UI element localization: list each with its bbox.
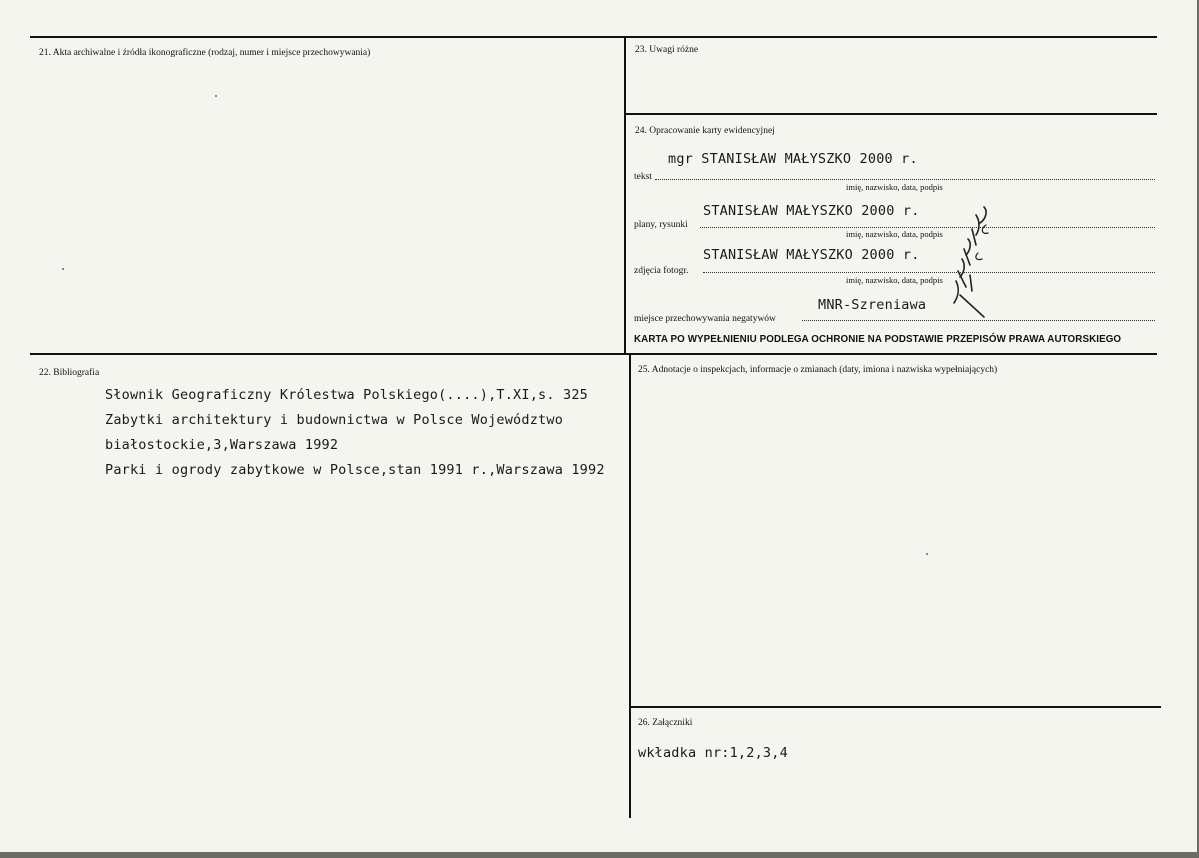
- signature-scribble: [950, 205, 994, 321]
- zdjecia-caption: imię, nazwisko, data, podpis: [846, 275, 943, 285]
- negatywy-value: MNR-Szreniawa: [818, 297, 927, 313]
- tekst-caption: imię, nazwisko, data, podpis: [846, 182, 943, 192]
- plany-caption: imię, nazwisko, data, podpis: [846, 229, 943, 239]
- plany-value: STANISŁAW MAŁYSZKO 2000 r.: [703, 203, 920, 219]
- section-24-label: 24. Opracowanie karty ewidencyjnej: [635, 126, 775, 136]
- section-26-label: 26. Załączniki: [638, 718, 693, 728]
- s25-bottom-line: [630, 706, 1161, 708]
- column-divider-upper: [624, 36, 626, 354]
- middle-divider-line: [30, 353, 1157, 355]
- plany-dotted-line: [700, 227, 1155, 228]
- section-23-label: 23. Uwagi różne: [635, 45, 699, 55]
- zdjecia-dotted-line: [703, 272, 1155, 273]
- zdjecia-label: zdjęcia fotogr.: [634, 266, 689, 276]
- bibliography-line: Słownik Geograficzny Królestwa Polskiego(....),T.XI,s. 325: [105, 387, 589, 403]
- tekst-dotted-line: [655, 179, 1155, 180]
- bibliography-line: Zabytki architektury i budownictwa w Polsce Województwo: [105, 412, 564, 428]
- attachments-value: wkładka nr:1,2,3,4: [638, 745, 788, 761]
- copyright-notice: KARTA PO WYPEŁNIENIU PODLEGA OCHRONIE NA PODSTAWIE PRZEPISÓW PRAWA AUTORSKIEGO: [634, 334, 1122, 345]
- scan-speck: [215, 95, 217, 97]
- scan-speck: [926, 553, 928, 555]
- section-21-label: 21. Akta archiwalne i źródła ikonograficzne (rodzaj, numer i miejsce przechowywania): [39, 48, 371, 58]
- bibliography-line: Parki i ogrody zabytkowe w Polsce,stan 1991 r.,Warszawa 1992: [105, 462, 605, 478]
- zdjecia-value: STANISŁAW MAŁYSZKO 2000 r.: [703, 247, 920, 263]
- section-22-label: 22. Bibliografia: [39, 368, 100, 378]
- tekst-label: tekst: [634, 172, 652, 182]
- plany-label: plany, rysunki: [634, 220, 688, 230]
- bibliography-line: białostockie,3,Warszawa 1992: [105, 437, 339, 453]
- negatywy-label: miejsce przechowywania negatywów: [634, 314, 776, 324]
- tekst-value: mgr STANISŁAW MAŁYSZKO 2000 r.: [668, 151, 918, 167]
- scan-speck: [62, 268, 64, 270]
- s23-bottom-line: [625, 113, 1157, 115]
- column-divider-lower: [629, 354, 631, 818]
- section-25-label: 25. Adnotacje o inspekcjach, informacje o zmianach (daty, imiona i nazwiska wypełniających): [638, 365, 998, 375]
- top-border-line: [30, 36, 1157, 38]
